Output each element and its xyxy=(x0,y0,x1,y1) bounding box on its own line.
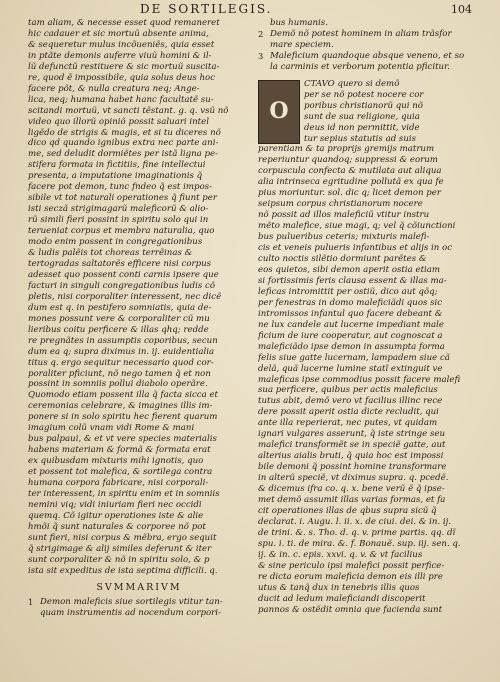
text-line: deus id non permittit, vide xyxy=(304,122,420,133)
summary-item-number: 1 xyxy=(28,596,34,607)
text-line: CTAVO quero si demõ xyxy=(304,78,400,89)
text-line: ignari vulgares asserunt, q̃ iste stringe seu xyxy=(258,429,445,440)
text-line: & sequeretur mulus incõueniẽs, quia esset xyxy=(28,39,215,50)
text-line: nõ possit ad illos maleficiũ vtitur instru xyxy=(258,210,430,221)
text-line: sunt de sua religione, quia xyxy=(304,111,420,122)
text-line: facere põt, & nulla creatura neq; Ange- xyxy=(28,83,200,94)
text-line: et possent tot malefica, & sortilega contra xyxy=(28,467,213,478)
summary-item-number: 2 xyxy=(258,28,264,39)
text-line: dum est q. in pestifero somniatis, quia de- xyxy=(28,302,212,313)
text-line: poribus christianorũ qui nõ xyxy=(304,100,423,111)
text-line: dico qd quando ignibus extra nec parte ani- xyxy=(28,138,219,149)
text-line: bus pulueribus ceteris; mixturis malefi- xyxy=(258,232,430,243)
summary-item-number: 3 xyxy=(258,50,264,61)
text-line: hic cadauer et sic mortuũ absente anima, xyxy=(28,28,209,39)
text-line: leficas intromittit per ostiũ, dico aut qõq; xyxy=(258,286,438,297)
summary-item xyxy=(258,29,480,40)
text-line: modo enim possent in congregationibus xyxy=(28,237,203,248)
text-line: mones possunt vere & corporaliter cũ mu xyxy=(28,313,210,324)
text-line: reperiuntur quandoq; suppressi & eorum xyxy=(258,155,438,166)
text-line: intromissos infantul quo facere debeant & xyxy=(258,308,443,319)
text-line: Quomodo etiam possent illa q̃ facta sicca et xyxy=(28,390,219,401)
text-line: scitandi mortuũ, vt sancti tẽstant. g. q. vsũ nõ xyxy=(28,105,229,116)
text-line: re pregnãtes in assumptis coporibus, secun xyxy=(28,335,218,346)
summary-item-line: Demon maleficis siue sortilegis vtitur tan- xyxy=(40,596,223,607)
text-line: de trini. &. s. Tho. d. q. v. prime partis. qq. dĩ xyxy=(258,527,456,538)
text-line: declarat. i. Augu. l. ii. x. de ciui. dei. & in. ij. xyxy=(258,516,452,527)
text-line: stifera formata in fictitiis, fine intellectui xyxy=(28,160,206,171)
text-line: tam aliam, & necesse esset quod remaneret xyxy=(28,18,220,28)
summary-item xyxy=(28,597,250,619)
text-line: alterius aialis bruti, q̃ quia hoc est impossi xyxy=(258,451,444,462)
text-line: humana corpora fabricare, nisi corporali- xyxy=(28,478,209,489)
page-number: 104 xyxy=(451,3,472,16)
text-line: nemini viq; vidi iniuriam fieri nec occidi xyxy=(28,499,202,510)
text-line: isti seczã strigimagarũ maleficorũ & alio- xyxy=(28,204,209,215)
text-line: possint in somniis pollui diabolo operãre. xyxy=(28,379,208,390)
text-line: felis siue gatte lucernam, lampadem siue cã xyxy=(258,352,450,363)
text-line: sua perficere, quibus per actis maleficius xyxy=(258,385,438,396)
text-line: ante illa reperierat, nec putes, vt quidam xyxy=(258,418,438,429)
text-line: bile demoni q̃ possint homine transformare xyxy=(258,462,447,473)
text-line: maleficas ipse commodius possit facere malefi xyxy=(258,374,461,385)
text-line: culto noctis silẽtio dormiunt parẽtes & xyxy=(258,254,427,265)
text-line: ij. & in. c. epis. xxvi. q. v. & vt facilius xyxy=(258,549,423,560)
summary-item xyxy=(258,62,480,73)
text-line: cis et veneis pulueris infantibus et alijs in oc xyxy=(258,243,453,254)
text-line: utus & tanq̃ dux in tenebris illis quos xyxy=(258,582,420,593)
decorated-initial xyxy=(258,80,300,144)
text-line: met demõ assumit illas varias formas, et fa xyxy=(258,494,446,505)
text-line: ex quibusdam mixturis mihi ignotis, quo xyxy=(28,456,204,467)
drop-cap-paragraph xyxy=(258,79,480,145)
text-line: quemq. Cõ igitur operationes iste & alie xyxy=(28,510,204,521)
text-line: adesset quo possent conti carnis ipsere que xyxy=(28,269,219,280)
text-line: bus palpaui, & et vt vere species materialis xyxy=(28,434,217,445)
text-line: ceremonias celebrare, & imagines illis im- xyxy=(28,401,213,412)
summary-item xyxy=(258,51,480,62)
summary-title: SVMMARIVM xyxy=(96,581,182,593)
text-line: parentiam & ta proprijs gremijs matrum xyxy=(258,144,435,155)
text-line: terueniat corpus et membra naturalia, quo xyxy=(28,226,215,237)
text-line: dere possit aperit ostia dicte recludit, qui xyxy=(258,407,439,418)
text-line: ter interessent, in spiritu enim et in somniis xyxy=(28,488,220,499)
text-line: spu. i. ti. de mira. &. f. Bonauẽ. sup. iij. sen. q. xyxy=(258,538,461,549)
text-line: habens materiam & formã & formata erat xyxy=(28,445,211,456)
text-line: eos quietos, sibi demon aperit ostia etiam xyxy=(258,264,441,275)
text-line: seipsum corpus christianorum nocere xyxy=(258,199,423,210)
text-line: tutus abit, demõ vero vt facilius illinc rece xyxy=(258,396,443,407)
text-line: re dicta eorum maleficia demon eis illi pre xyxy=(258,571,443,582)
text-line: q̃ strigimage & alij similes deferunt & iter xyxy=(28,543,212,554)
text-line: malefici transformẽt se in speciẽ gatte, aut xyxy=(258,440,446,451)
text-line: per fenestras in domo maleficiãdi quos sic xyxy=(258,297,443,308)
text-line: titus q. ergo sequitur necessario quod cor- xyxy=(28,357,214,368)
summary-item-line: bus humanis. xyxy=(270,18,328,28)
text-line: lũ defunctũ restituere & sic mortuũ suscita- xyxy=(28,61,220,72)
summary-item-line: Maleficium quandoque absque veneno, et so xyxy=(270,50,465,61)
text-line: poraliter pficiunt, nõ nego tamen q̃ et non xyxy=(28,368,211,379)
text-line: video quo illorũ opiniõ possit saluari intel xyxy=(28,116,209,127)
text-line: tur sepius statutis ad suis xyxy=(304,133,417,144)
text-line: re, quod ẽ impossibile, quia solus deus hoc xyxy=(28,72,216,83)
text-line: hmõi q̃ sunt naturales & corporee nõ pot xyxy=(28,521,206,532)
text-line: corpuscula confecta & mutilata aut aliqua xyxy=(258,166,442,177)
text-line: maleficiãdo ipse demon in assumpta forma xyxy=(258,341,445,352)
text-line: delã, quã lucerne lumine statĩ extinguit ve xyxy=(258,363,443,374)
text-line: cit operationes illas de qbus supra sicũ q̃ xyxy=(258,505,437,516)
right-column xyxy=(258,18,480,615)
text-line: & sine periculo ipsi malefici possit perfice- xyxy=(258,560,445,571)
running-header xyxy=(0,2,500,18)
summary-item xyxy=(258,40,480,51)
text-line: facere pot demon, tunc fndeo q̃ est impos- xyxy=(28,182,212,193)
text-line: lica, neq; humana habet hanc facultatẽ su- xyxy=(28,94,214,105)
text-line: imagium colũ vnam vidi Rome & mani xyxy=(28,423,195,434)
left-column xyxy=(28,18,250,618)
text-line: in ptãte demonis auferre viuũ homini & il- xyxy=(28,50,212,61)
text-line: ponere si in solo spiritu hec fierent quarum xyxy=(28,412,218,423)
text-line: mẽto malefice, siue magi, q; vel q̃ cõiunctioni xyxy=(258,221,456,232)
text-line: sunt fieri, nisi corpus & mẽbra, ergo sequit xyxy=(28,532,217,543)
text-line: rũ simili fieri possint in spiritu solo qui in xyxy=(28,215,209,226)
text-line: sibile vt tot naturali operationes q̃ fiunt per xyxy=(28,193,217,204)
text-line: ne lux candele aut lucerne impediant male xyxy=(258,319,445,330)
text-line: ficium de iure cooperatur, aut cognoscat a xyxy=(258,330,443,341)
summary-item xyxy=(258,18,480,29)
text-line: in alterũ speciẽ, vt diximus supra. q. pcedẽ. xyxy=(258,473,449,484)
text-line: ducit ad ledum maleficiandi discoperit xyxy=(258,593,426,604)
text-line: facturi in singuli congregationibus ludis cõ xyxy=(28,280,216,291)
text-line: pannos & ostẽdit omnia que facienda sunt xyxy=(258,604,443,615)
text-line: & dicemus ifra co. q. x. bene verũ ẽ q̃ ipse- xyxy=(258,484,445,495)
text-line: lieribus coitu perficere & illas qhq; redde xyxy=(28,324,209,335)
initial-letter: O xyxy=(269,98,289,125)
text-line: ligẽdo de strigis & magis, et si tu diceres nõ xyxy=(28,127,221,138)
text-line: si fortissimis feris clausa essent & illas ma- xyxy=(258,275,447,286)
text-line: & ludis palẽis tot choreas terrẽinas & xyxy=(28,248,193,259)
text-line: per se nõ potest nocere cor xyxy=(304,89,424,100)
text-line: ista sit expeditus de ista septima difficili. q. xyxy=(28,565,218,576)
summary-item-line: Demõ nõ potest hominem in aliam trãsfor xyxy=(270,28,452,39)
text-line: pletis, nisi corporaliter interessent, nec dicẽ xyxy=(28,291,222,302)
text-line: alia intrinseca egritudine pollutã ex qua fe xyxy=(258,177,444,188)
summary-item-line: quam instrumentis ad nocendum corpori- xyxy=(40,607,221,618)
summary-item-line: la carminis et verborum potentia pficitur. xyxy=(270,61,450,72)
text-line: me, sed deludit dormiẽtes per istã ligna pe- xyxy=(28,149,218,160)
text-line: sunt corporaliter & nõ in spiritu solo, & p xyxy=(28,554,210,565)
text-line: presenta, a imputatione imaginationis q̃ xyxy=(28,171,203,182)
running-title: DE SORTILEGIS. xyxy=(140,2,273,16)
text-line: tertogradas saltatorẽs efficere nisi corpus xyxy=(28,258,212,269)
text-line: pius moriuntur. sol. dic q; licet demon per xyxy=(258,188,441,199)
summary-item-line: mare speciem. xyxy=(270,39,334,50)
text-line: dum ea q; supra diximus in. ij. euidentialia xyxy=(28,346,215,357)
